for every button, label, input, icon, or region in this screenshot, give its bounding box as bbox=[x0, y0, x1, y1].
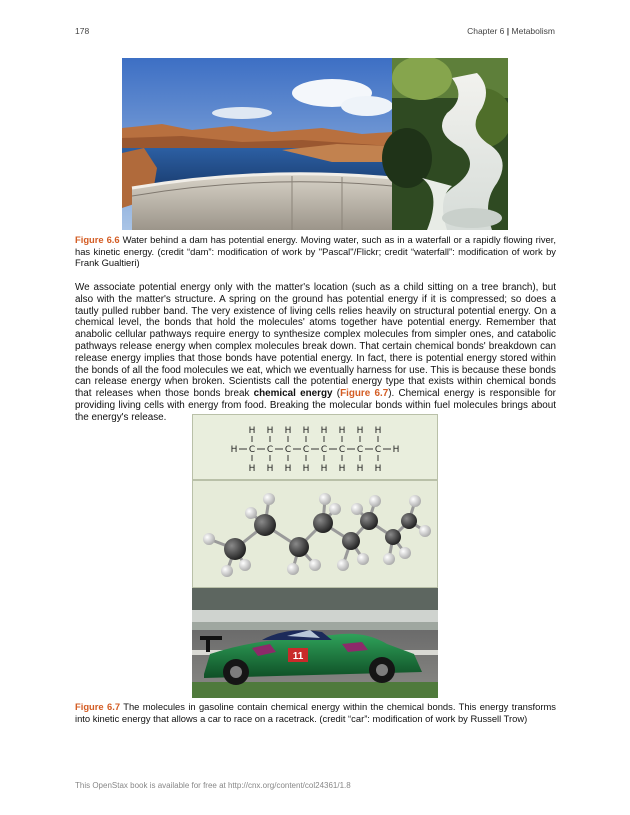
svg-text:H: H bbox=[302, 464, 310, 474]
svg-text:H: H bbox=[284, 464, 292, 474]
octane-ball-and-stick-model bbox=[193, 481, 437, 587]
svg-text:H: H bbox=[248, 464, 256, 474]
svg-text:C: C bbox=[302, 445, 310, 455]
structural-formula-panel bbox=[192, 414, 438, 480]
running-header bbox=[467, 26, 555, 36]
chapter-number: Chapter 6 bbox=[467, 26, 505, 36]
chemical-energy-term: chemical energy bbox=[253, 388, 333, 400]
svg-text:C: C bbox=[284, 445, 292, 455]
svg-text:H: H bbox=[284, 426, 292, 436]
svg-text:H: H bbox=[266, 426, 274, 436]
dam-photo bbox=[122, 58, 393, 230]
octane-structural-formula bbox=[193, 415, 437, 479]
svg-text:H: H bbox=[374, 464, 382, 474]
waterfall-photo bbox=[382, 58, 508, 230]
page-number: 178 bbox=[75, 26, 90, 36]
race-car-photo bbox=[192, 588, 438, 698]
svg-text:H: H bbox=[374, 426, 382, 436]
svg-text:C: C bbox=[248, 445, 256, 455]
svg-text:H: H bbox=[320, 464, 328, 474]
svg-text:C: C bbox=[266, 445, 274, 455]
chapter-title: Metabolism bbox=[511, 26, 555, 36]
figure-6-7-link[interactable]: Figure 6.7 bbox=[340, 388, 389, 400]
svg-text:C: C bbox=[356, 445, 364, 455]
header-separator: | bbox=[504, 26, 512, 36]
svg-text:H: H bbox=[302, 426, 310, 436]
figure-6-6-caption bbox=[75, 234, 556, 269]
ball-and-stick-panel bbox=[192, 480, 438, 588]
figure-6-6-label: Figure 6.6 bbox=[75, 234, 120, 245]
svg-text:H: H bbox=[392, 445, 400, 455]
svg-text:C: C bbox=[374, 445, 382, 455]
svg-text:H: H bbox=[356, 464, 364, 474]
paren-open: ( bbox=[332, 388, 341, 400]
figure-6-6-image bbox=[122, 58, 508, 230]
svg-text:H: H bbox=[320, 426, 328, 436]
svg-text:H: H bbox=[356, 426, 364, 436]
body-text-2: ). Chemical energy is responsible for providing living cells with energy from food. Breaking the molecular bonds within fuel molecules brings about the energy's release. bbox=[75, 388, 556, 423]
figure-6-7-caption-text: The molecules in gasoline contain chemical energy within the chemical bonds. This energy transforms into kinetic energy that allows a car to race on a racetrack. (credit “car”: modification of work by Russell Trow) bbox=[75, 701, 556, 724]
formula-h-top: H bbox=[248, 426, 256, 436]
svg-text:C: C bbox=[320, 445, 328, 455]
svg-text:C: C bbox=[338, 445, 346, 455]
figure-6-6-caption-text: Water behind a dam has potential energy. Moving water, such as in a waterfall or a rapidly flowing river, has kinetic energy. (credit “dam”: modification of work by "Pascal"/Flickr; credit “waterfall”: modification of work by Frank Gualtieri) bbox=[75, 234, 556, 269]
svg-text:H: H bbox=[338, 464, 346, 474]
figure-6-7-label: Figure 6.7 bbox=[75, 701, 121, 712]
svg-text:H: H bbox=[266, 464, 274, 474]
car-number: 11 bbox=[292, 651, 304, 662]
body-paragraph bbox=[75, 282, 556, 424]
svg-text:H: H bbox=[338, 426, 346, 436]
page-footer: This OpenStax book is available for free at http://cnx.org/content/col24361/1.8 bbox=[75, 781, 351, 790]
figure-6-7-caption bbox=[75, 701, 556, 724]
figure-6-7 bbox=[192, 414, 438, 698]
body-text-1: We associate potential energy only with the matter's location (such as a child sitting on a tree branch), but also with the matter's structure. A spring on the ground has potential energy if it is compressed; so does a tautly pulled rubber band. The very existence of living cells relies heavily on structural potential energy. On a chemical level, the bonds that hold the molecules' atoms together have potential energy. Remember that anabolic cellular pathways require energy to synthesize complex molecules from simpler ones, and catabolic pathways release energy when complex molecules break down. That certain chemical bonds' breakdown can release energy implies that those bonds have potential energy. In fact, there is potential energy stored within the bonds of all the food molecules we eat, which we eventually harness for use. This is because these bonds can release energy when broken. Scientists call the potential energy type that exists within chemical bonds that releases when those bonds break bbox=[75, 282, 556, 400]
svg-text:H: H bbox=[230, 445, 238, 455]
